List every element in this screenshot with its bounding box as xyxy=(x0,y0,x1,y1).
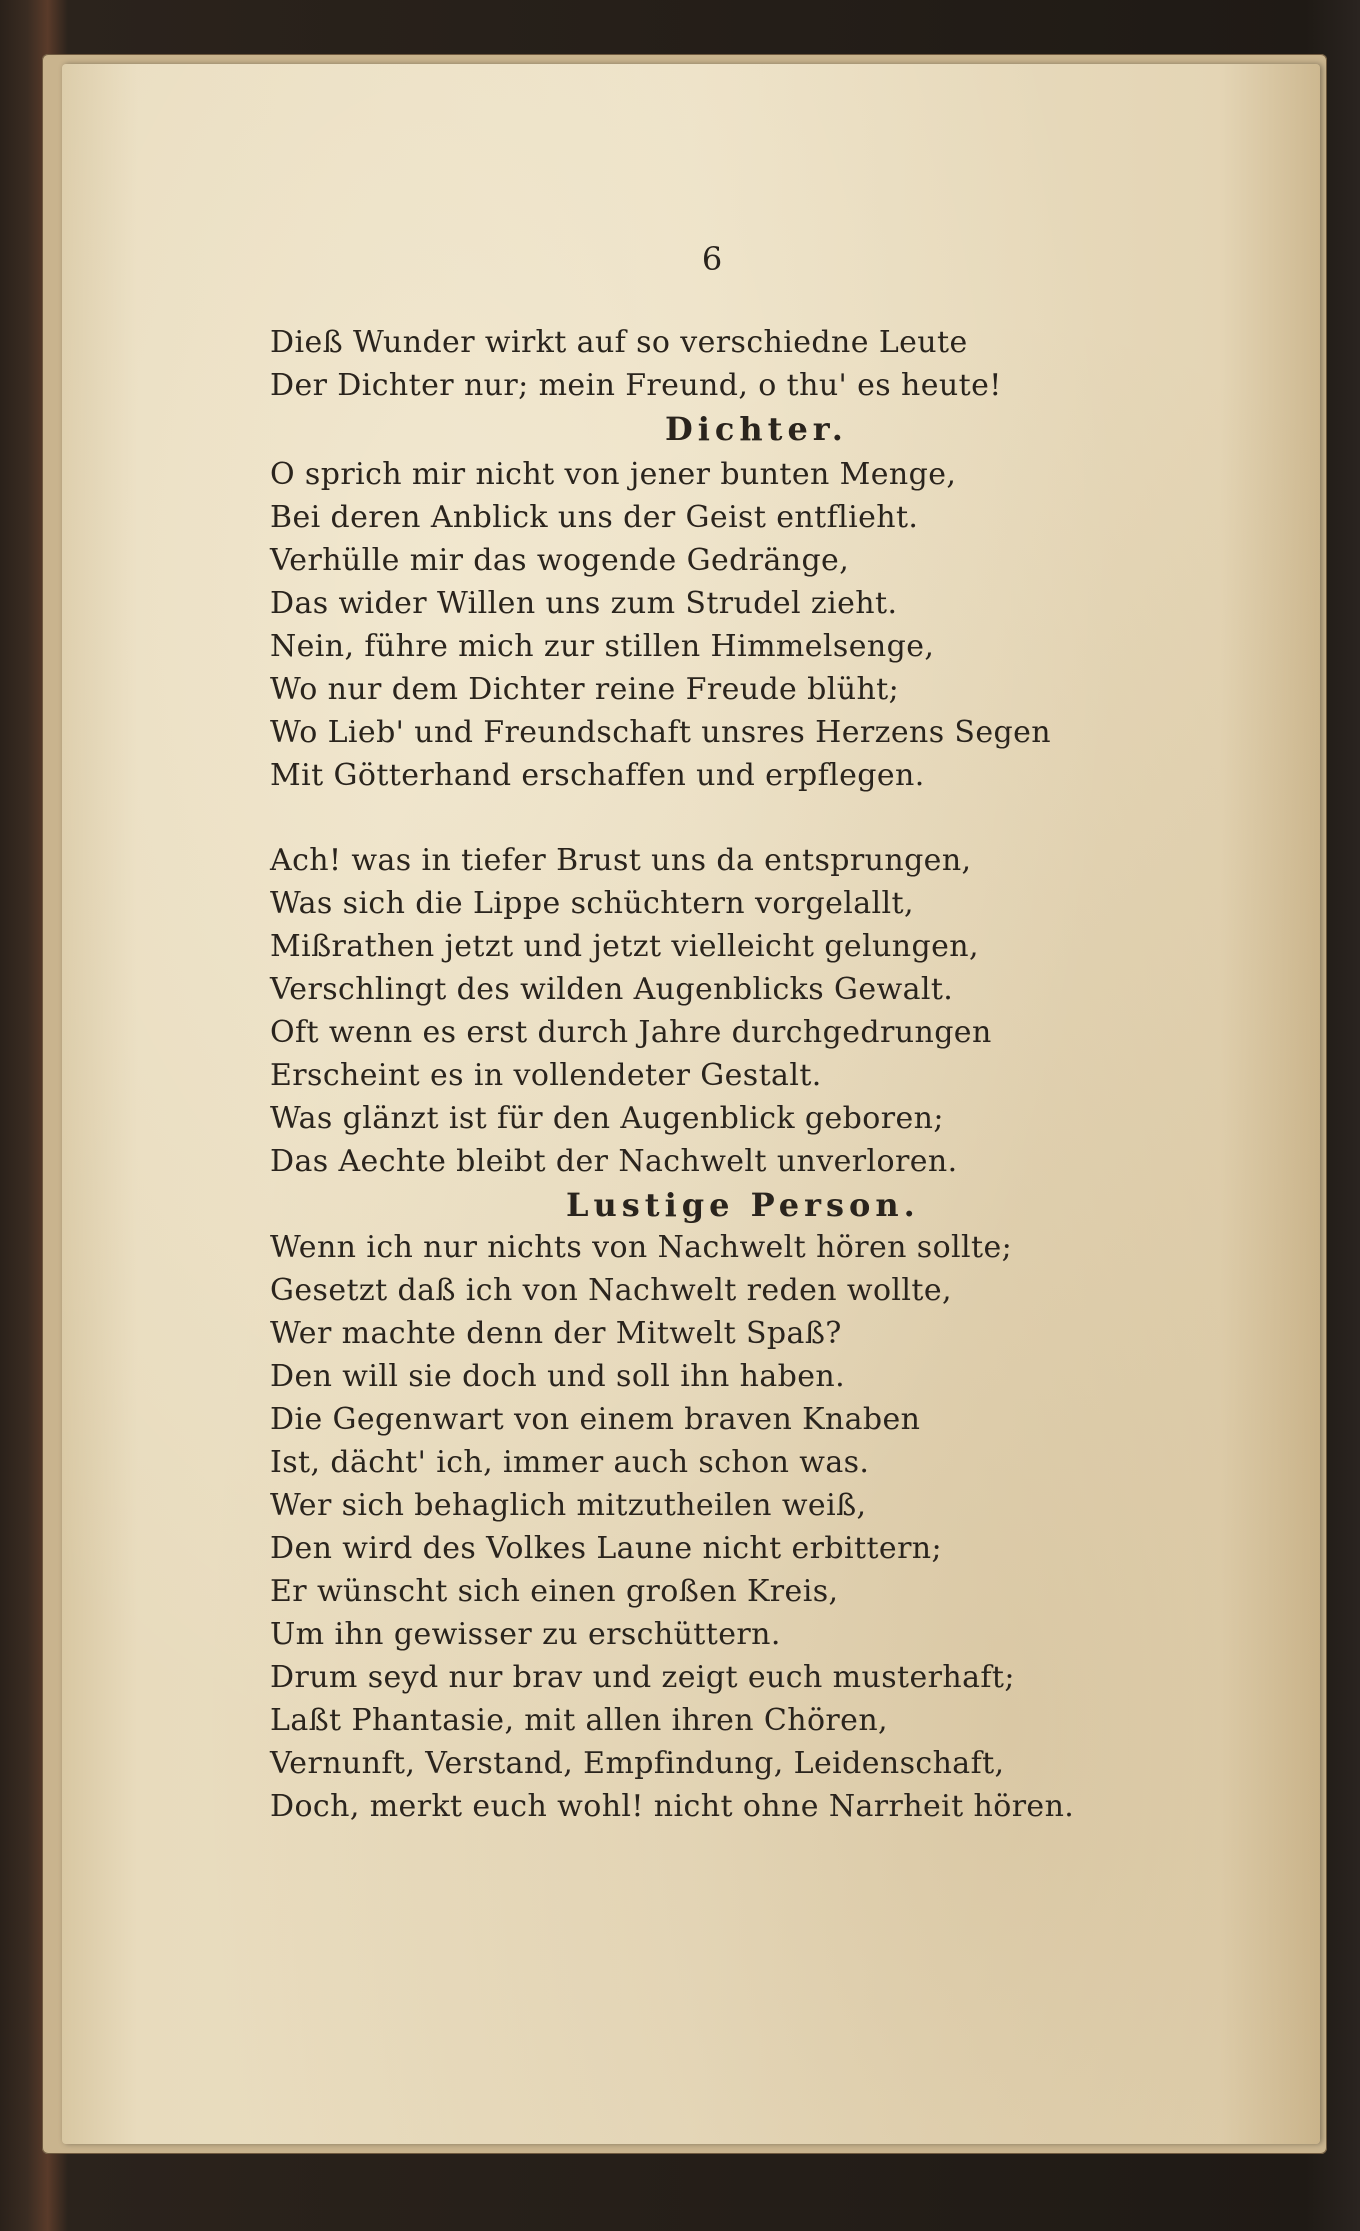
verse-line: Was glänzt ist für den Augenblick geboren; xyxy=(270,1101,944,1136)
verse-line: Das Aechte bleibt der Nachwelt unverloren. xyxy=(270,1144,958,1179)
verse-line: Wenn ich nur nichts von Nachwelt hören sollte; xyxy=(270,1230,1013,1265)
verse-line: Ach! was in tiefer Brust uns da entsprungen, xyxy=(270,843,972,878)
page-number: 6 xyxy=(701,240,723,278)
verse-line: Mit Götterhand erschaffen und erpflegen. xyxy=(270,758,925,793)
verse-line: Um ihn gewisser zu erschüttern. xyxy=(270,1617,781,1652)
verse-line: Drum seyd nur brav und zeigt euch musterhaft; xyxy=(270,1660,1015,1695)
speaker-heading: Dichter. xyxy=(665,410,848,448)
verse-line: Verhülle mir das wogende Gedränge, xyxy=(270,543,850,578)
verse-line: Den will sie doch und soll ihn haben. xyxy=(270,1359,846,1394)
verse-line: Erscheint es in vollendeter Gestalt. xyxy=(270,1058,822,1093)
speaker-heading: Lustige Person. xyxy=(566,1186,920,1224)
verse-line: Doch, merkt euch wohl! nicht ohne Narrheit hören. xyxy=(270,1789,1075,1824)
verse-line: Oft wenn es erst durch Jahre durchgedrungen xyxy=(270,1015,992,1050)
verse-line: O sprich mir nicht von jener bunten Menge, xyxy=(270,457,957,492)
verse-line: Gesetzt daß ich von Nachwelt reden wollte, xyxy=(270,1273,952,1308)
verse-line: Er wünscht sich einen großen Kreis, xyxy=(270,1574,839,1609)
verse-line: Was sich die Lippe schüchtern vorgelallt, xyxy=(270,886,914,921)
verse-line: Wer sich behaglich mitzutheilen weiß, xyxy=(270,1488,867,1523)
verse-line: Laßt Phantasie, mit allen ihren Chören, xyxy=(270,1703,888,1738)
book-page xyxy=(62,64,1320,2144)
verse-line: Die Gegenwart von einem braven Knaben xyxy=(270,1402,921,1437)
verse-line: Vernunft, Verstand, Empfindung, Leidenschaft, xyxy=(270,1746,1005,1781)
verse-line: Bei deren Anblick uns der Geist entflieht. xyxy=(270,500,919,535)
verse-line: Wo Lieb' und Freundschaft unsres Herzens Segen xyxy=(270,715,1052,750)
verse-line: Wer machte denn der Mitwelt Spaß? xyxy=(270,1316,842,1351)
verse-line: Mißrathen jetzt und jetzt vielleicht gelungen, xyxy=(270,929,979,964)
verse-line: Wo nur dem Dichter reine Freude blüht; xyxy=(270,672,900,707)
verse-line: Der Dichter nur; mein Freund, o thu' es heute! xyxy=(270,368,1002,403)
verse-line: Verschlingt des wilden Augenblicks Gewalt. xyxy=(270,972,954,1007)
verse-line: Den wird des Volkes Laune nicht erbittern; xyxy=(270,1531,943,1566)
verse-line: Nein, führe mich zur stillen Himmelsenge, xyxy=(270,629,935,664)
verse-line: Ist, dächt' ich, immer auch schon was. xyxy=(270,1445,870,1480)
verse-line: Das wider Willen uns zum Strudel zieht. xyxy=(270,586,898,621)
verse-line: Dieß Wunder wirkt auf so verschiedne Leute xyxy=(270,325,968,360)
